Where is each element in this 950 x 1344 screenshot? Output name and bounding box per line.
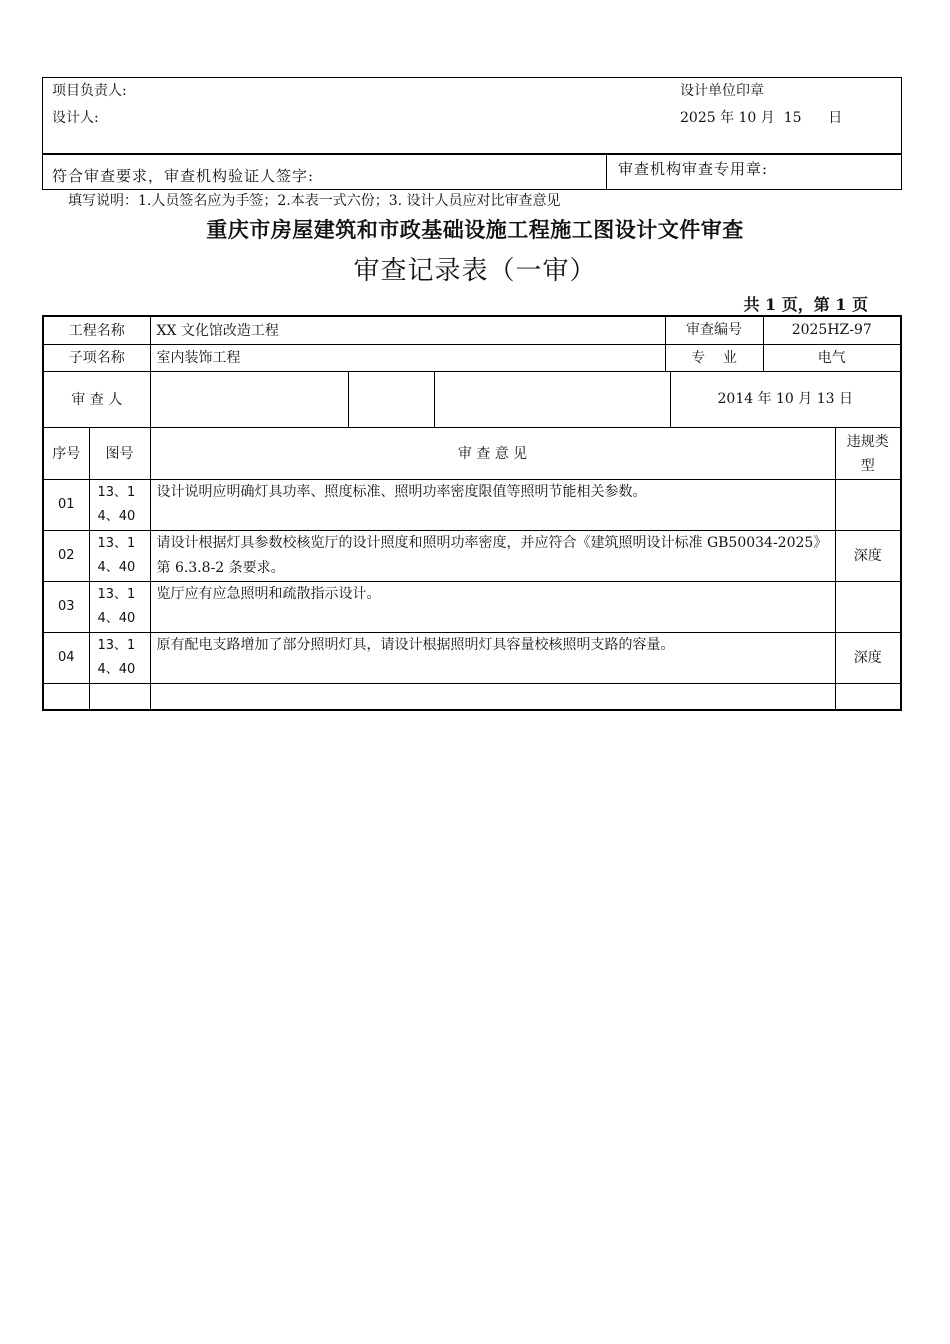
designer-label: 设计人: [52,110,99,126]
empty-cell [43,684,89,710]
row-drawing: 13、14、40 [89,531,150,582]
reviewer-label: 审 查 人 [43,372,150,428]
verifier-signature-label: 符合审查要求，审查机构验证人签字: [52,167,315,185]
row-violation-type [835,582,901,633]
row-violation-type: 深度 [835,633,901,684]
col-opinion-header: 审 查 意 见 [150,428,835,480]
row-drawing: 13、14、40 [89,633,150,684]
subitem-value: 室内装饰工程 [150,345,665,372]
empty-cell [150,684,835,710]
project-name-value: XX 文化馆改造工程 [150,316,665,345]
review-no-value-cell: 2025HZ-97 [791,322,872,338]
row-drawing: 13、14、40 [89,480,150,531]
form-title-line1: 重庆市房屋建筑和市政基础设施工程施工图设计文件审查 [206,218,744,242]
table-row [43,480,901,531]
design-unit-seal-label: 设计单位印章 [680,83,764,99]
specialty-cell [665,345,901,372]
table-row-empty [43,684,901,710]
sign-date: 2025 年 10 月 15 日 [680,110,843,126]
subitem-label: 子项名称 [43,345,150,372]
row-seq: 03 [43,582,89,633]
row-seq: 04 [43,633,89,684]
reviewer-signature-1 [151,372,349,427]
empty-cell [89,684,150,710]
table-row [43,531,901,582]
row-violation-type: 深度 [835,531,901,582]
row-drawing: 13、14、40 [89,582,150,633]
form-title-line2: 审查记录表（一审） [353,256,597,286]
review-date: 2014 年 10 月 13 日 [717,391,854,407]
review-no-value [665,316,901,345]
fill-instructions: 填写说明：1.人员签名应为手签；2.本表一式六份；3. 设计人员应对比审查意见 [68,193,561,209]
col-drawing-header: 图号 [89,428,150,480]
table-row [43,633,901,684]
project-name-label: 工程名称 [43,316,150,345]
row-opinion: 请设计根据灯具参数校核览厅的设计照度和照明功率密度，并应符合《建筑照明设计标准 GB50034-2025》第 6.3.8-2 条要求。 [150,531,835,582]
empty-cell [835,684,901,710]
row-opinion: 设计说明应明确灯具功率、照度标准、照明功率密度限值等照明节能相关参数。 [150,480,835,531]
project-lead-label: 项目负责人: [52,83,127,99]
review-seal-label: 审查机构审查专用章: [618,160,769,178]
signature-divider [42,153,902,155]
row-opinion: 览厅应有应急照明和疏散指示设计。 [150,582,835,633]
col-seq-header: 序号 [43,428,89,480]
col-violation-header: 违规类型 [835,428,901,480]
table-row [43,582,901,633]
seal-divider [606,153,607,190]
row-opinion: 原有配电支路增加了部分照明灯具，请设计根据照明灯具容量校核照明支路的容量。 [150,633,835,684]
reviewer-signature-3 [435,372,671,427]
review-record-table [42,315,902,711]
review-no-label-cell: 审查编号 [666,317,764,344]
row-seq: 01 [43,480,89,531]
specialty-label: 专 业 [666,345,764,371]
specialty-value: 电气 [817,350,846,366]
reviewer-cells [150,372,901,428]
row-violation-type [835,480,901,531]
row-seq: 02 [43,531,89,582]
reviewer-signature-2 [349,372,435,427]
page-info: 共 1 页，第 1 页 [743,295,868,314]
